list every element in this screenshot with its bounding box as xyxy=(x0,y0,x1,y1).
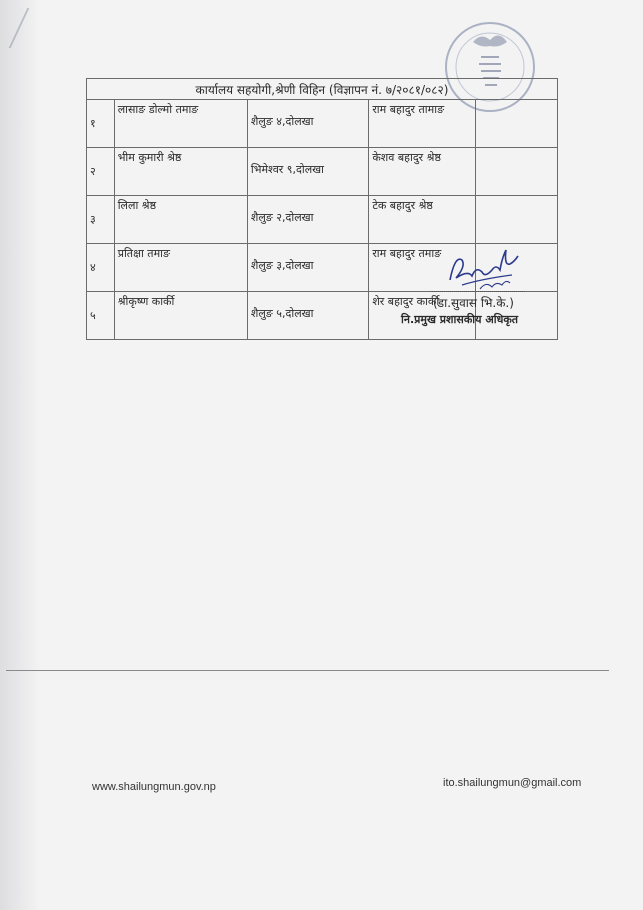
footer-divider xyxy=(6,670,609,671)
candidate-name: श्रीकृष्ण कार्की xyxy=(117,295,175,308)
table-row xyxy=(87,100,558,148)
guardian-name: केशव बहादुर श्रेष्ठ xyxy=(372,151,441,164)
serial-number: २ xyxy=(87,148,115,196)
empty-cell xyxy=(475,100,557,148)
guardian-name: राम बहादुर तामाङ xyxy=(372,103,445,116)
footer-email: ito.shailungmun@gmail.com xyxy=(443,777,582,789)
empty-cell xyxy=(475,196,557,244)
candidate-address: भिमेश्वर ९,दोलखा xyxy=(250,163,325,176)
footer-website: www.shailungmun.gov.np xyxy=(92,781,216,793)
table-title: कार्यालय सहयोगी,श्रेणी विहिन (विज्ञापन नं. ७/२०८१/०८२) xyxy=(87,79,558,100)
officer-title: नि.प्रमुख प्रशासकीय अधिकृत xyxy=(401,313,519,326)
candidate-address: शैलुङ ३,दोलखा xyxy=(250,259,314,272)
empty-cell xyxy=(475,148,557,196)
serial-number: ४ xyxy=(87,244,115,292)
candidate-address: शैलुङ ४,दोलखा xyxy=(250,115,314,128)
guardian-name: शेर बहादुर कार्की xyxy=(372,295,440,308)
serial-number: ५ xyxy=(87,292,115,340)
serial-number: ३ xyxy=(87,196,115,244)
candidate-address: शैलुङ २,दोलखा xyxy=(250,211,314,224)
signature-line xyxy=(430,291,525,292)
candidate-name: लासाङ डोल्मो तमाङ xyxy=(117,103,199,116)
candidate-address: शैलुङ ५,दोलखा xyxy=(250,307,314,320)
officer-name: (डा.सुवास भि.के.) xyxy=(433,296,514,310)
guardian-name: टेक बहादुर श्रेष्ठ xyxy=(372,199,433,212)
serial-number: १ xyxy=(87,100,115,148)
table-row xyxy=(87,196,558,244)
page-shadow xyxy=(0,0,40,910)
table-row xyxy=(87,148,558,196)
candidate-name: प्रतिक्षा तमाङ xyxy=(117,247,171,260)
handwritten-signature xyxy=(440,245,530,295)
candidate-name: लिला श्रेष्ठ xyxy=(117,199,157,212)
guardian-name: राम बहादुर तमाङ xyxy=(372,247,442,260)
candidate-name: भीम कुमारी श्रेष्ठ xyxy=(117,151,182,164)
